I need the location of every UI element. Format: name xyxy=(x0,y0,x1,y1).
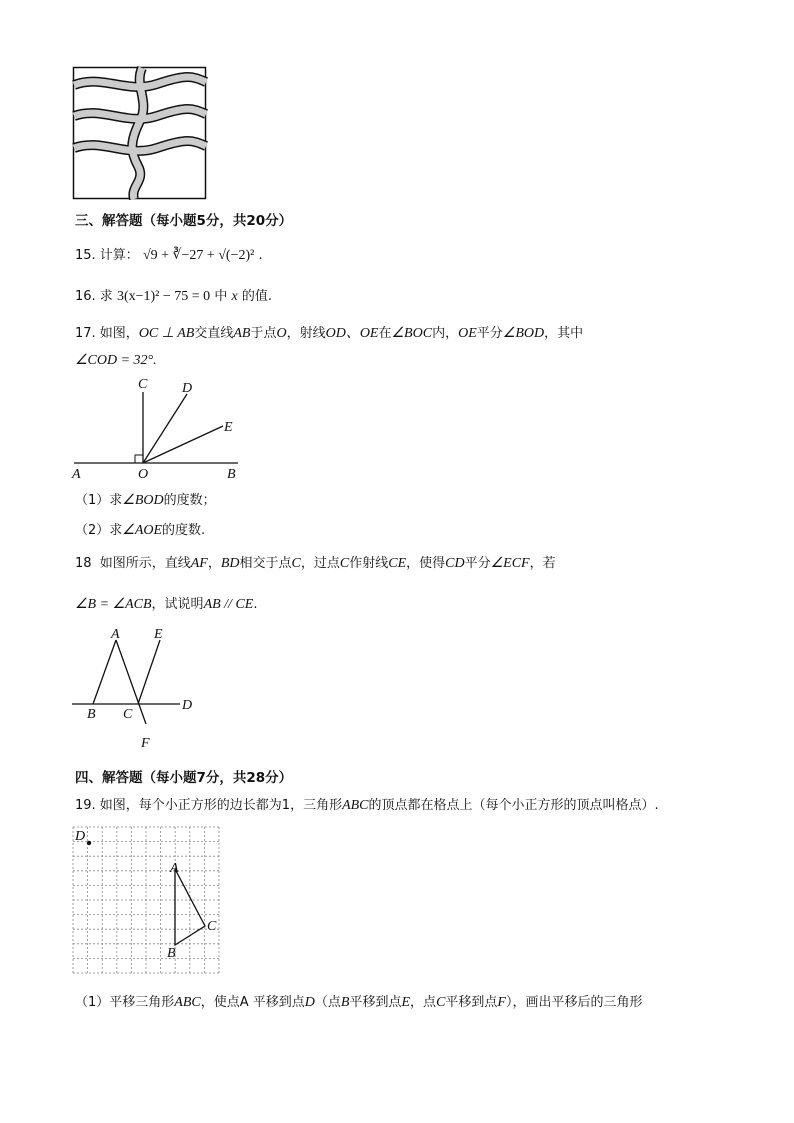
q18-text: 相交于点 xyxy=(239,556,292,571)
q18-text: 如图所示，直线 xyxy=(99,556,191,571)
q18-math: AB // CE xyxy=(203,597,254,612)
section-4-heading: 四、解答题（每小题7分，共28分） xyxy=(75,770,293,786)
q18-label-B: B xyxy=(87,707,96,722)
q17-label-E: E xyxy=(224,420,233,435)
q18-text: ， xyxy=(207,556,221,571)
q19-label-B: B xyxy=(167,946,176,961)
q16-equation: 3(x−1)² − 75 = 0 xyxy=(116,289,211,304)
q16-prefix: 16. 求 xyxy=(75,289,113,304)
q17-math: OE xyxy=(458,326,477,341)
q17-math: OC ⊥ AB xyxy=(138,326,195,341)
q17-text: ，其中 xyxy=(544,326,584,341)
q19-label-D: D xyxy=(75,829,86,844)
q17-math: OD、OE xyxy=(325,326,379,341)
q17-math: AB xyxy=(233,326,251,341)
q18-math: CE xyxy=(388,556,407,571)
q17-subquestion-2 xyxy=(75,519,205,539)
q17-sub2-text: （2）求 xyxy=(75,523,123,538)
q17-math: ∠BOD xyxy=(502,326,545,341)
q16-mid: 中 xyxy=(214,289,228,304)
q18-figure xyxy=(68,622,200,752)
q19-sub1-text: ，使点A 平移到点 xyxy=(200,995,305,1010)
q19-label-A: A xyxy=(170,861,179,876)
question-17-line-1 xyxy=(75,322,583,342)
q17-sub2-math: ∠AOE xyxy=(122,523,163,538)
q18-math: ∠ECF xyxy=(490,556,530,571)
q17-text: ，射线 xyxy=(286,326,326,341)
q17-sub1-text: 的度数； xyxy=(163,493,216,508)
q17-sub1-math: ∠BOD xyxy=(122,493,164,508)
q18-label-C: C xyxy=(123,707,133,722)
q17-label-A: A xyxy=(72,467,81,482)
q16-variable: x xyxy=(231,289,238,304)
question-16 xyxy=(75,285,272,305)
q18-label-D: D xyxy=(182,698,193,713)
q18-text: . xyxy=(253,597,258,612)
q19-sub1-text: （1）平移三角形 xyxy=(75,995,175,1010)
q17-math: O xyxy=(276,326,287,341)
q17-text: 平分 xyxy=(476,326,503,341)
q18-label-E: E xyxy=(154,627,163,642)
q17-sub1-text: （1）求 xyxy=(75,493,123,508)
q19-text: 19. 如图，每个小正方形的边长都为1，三角形 xyxy=(75,798,343,813)
q18-number: 18 xyxy=(75,556,92,571)
q16-end: 的值. xyxy=(241,289,272,304)
q19-sub1-text: ，点 xyxy=(410,995,437,1010)
q17-text: 内， xyxy=(432,326,459,341)
q18-math: BD xyxy=(220,556,240,571)
q18-label-A: A xyxy=(111,627,120,642)
q17-subquestion-1 xyxy=(75,489,216,509)
q17-label-D: D xyxy=(182,381,193,396)
q15-prefix: 15. 计算： xyxy=(75,248,139,263)
q19-sub1-math: D xyxy=(304,995,315,1010)
q18-text: ，若 xyxy=(529,556,556,571)
q17-label-B: B xyxy=(227,467,236,482)
q17-text: 交直线 xyxy=(194,326,234,341)
q19-subquestion-1 xyxy=(75,991,643,1011)
q18-math: C xyxy=(339,556,350,571)
q17-math: ∠BOC xyxy=(391,326,433,341)
q18-text: 平分 xyxy=(464,556,491,571)
q19-sub1-text: 平移到点 xyxy=(349,995,402,1010)
q19-sub1-text: ），画出平移后的三角形 xyxy=(505,995,643,1010)
question-18-line-2 xyxy=(75,593,257,613)
q17-label-C: C xyxy=(138,377,148,392)
q19-grid-figure xyxy=(72,826,224,976)
q17-text: 17. 如图， xyxy=(75,326,139,341)
q17-label-O: O xyxy=(138,467,149,482)
q18-label-F: F xyxy=(141,736,150,751)
q15-expression: √9 + ∛−27 + √(−2)² xyxy=(142,248,255,263)
q19-sub1-math: E xyxy=(401,995,411,1010)
road-grid-figure xyxy=(72,66,208,200)
q17-sub2-text: 的度数. xyxy=(162,523,206,538)
q18-text: ，过点 xyxy=(300,556,340,571)
q17-text: 在 xyxy=(378,326,392,341)
q19-label-C: C xyxy=(207,919,217,934)
q19-sub1-math: ABC xyxy=(174,995,201,1010)
q18-math: AF xyxy=(190,556,208,571)
q19-sub1-text: （点 xyxy=(314,995,341,1010)
q19-sub1-math: C xyxy=(436,995,446,1010)
question-18-line-1 xyxy=(75,552,556,572)
q19-sub1-math: F xyxy=(497,995,506,1010)
question-17-line-2: ∠COD = 32°. xyxy=(75,353,157,368)
q19-sub1-math: B xyxy=(340,995,350,1010)
q18-text: ，使得 xyxy=(406,556,446,571)
question-15 xyxy=(75,244,263,264)
q19-math: ABC xyxy=(342,798,369,813)
q18-math: CD xyxy=(445,556,465,571)
q19-sub1-text: 平移到点 xyxy=(445,995,498,1010)
q19-text: 的顶点都在格点上（每个小正方形的顶点叫格点）. xyxy=(368,798,659,813)
q17-text: 于点 xyxy=(250,326,277,341)
q18-text: ，试说明 xyxy=(151,597,204,612)
q18-math: C xyxy=(291,556,301,571)
q18-math: ∠B = ∠ACB xyxy=(75,597,152,612)
q17-angle-figure xyxy=(68,374,248,484)
q18-text: 作射线 xyxy=(349,556,389,571)
section-3-heading: 三、解答题（每小题5分，共20分） xyxy=(75,213,293,229)
q15-end: . xyxy=(258,248,263,263)
question-19-line-1 xyxy=(75,794,659,814)
